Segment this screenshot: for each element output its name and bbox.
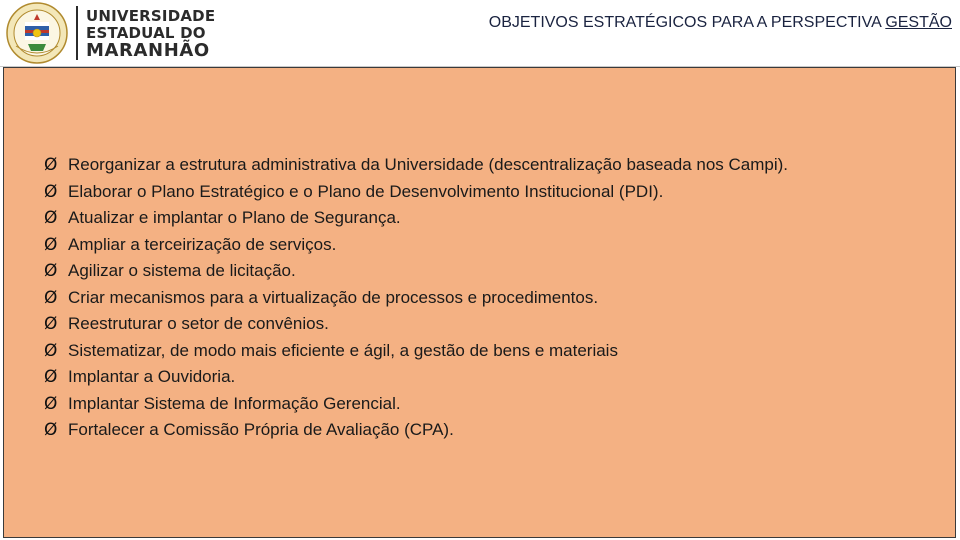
university-seal-icon xyxy=(6,2,68,64)
arrowhead-bullet-icon: Ø xyxy=(44,420,58,440)
objective-item xyxy=(44,232,788,259)
objective-text: Criar mecanismos para a virtualização de processos e procedimentos. xyxy=(68,287,599,307)
objective-item xyxy=(44,152,788,179)
arrowhead-bullet-icon: Ø xyxy=(44,393,58,414)
arrowhead-bullet-icon: Ø xyxy=(44,181,58,202)
objective-text: Atualizar e implantar o Plano de Segurança. xyxy=(68,208,401,227)
objective-item xyxy=(44,417,788,444)
objective-text: Fortalecer a Comissão Própria de Avaliação (CPA). xyxy=(68,420,454,439)
objective-text: Implantar a Ouvidoria. xyxy=(68,367,236,386)
arrowhead-bullet-icon: Ø xyxy=(44,287,58,308)
page-title xyxy=(489,14,952,32)
objective-text: Implantar Sistema de Informação Gerencial. xyxy=(68,393,401,413)
objective-item xyxy=(44,285,788,312)
slide-header xyxy=(0,0,960,66)
objective-item xyxy=(44,258,788,285)
university-name xyxy=(86,8,215,59)
objective-item xyxy=(44,179,788,206)
objective-text: Agilizar o sistema de licitação. xyxy=(68,261,296,280)
objective-text: Ampliar a terceirização de serviços. xyxy=(68,234,337,254)
page-title-emphasis: GESTÃO xyxy=(885,14,952,31)
arrowhead-bullet-icon: Ø xyxy=(44,155,58,175)
page-title-prefix: OBJETIVOS ESTRATÉGICOS PARA A PERSPECTIVA xyxy=(488,14,886,31)
objective-text: Reestruturar o setor de convênios. xyxy=(68,314,329,333)
arrowhead-bullet-icon: Ø xyxy=(44,340,58,361)
objective-item xyxy=(44,311,788,338)
university-name-line: ESTADUAL DO xyxy=(86,24,206,42)
logo-divider xyxy=(76,6,78,60)
objectives-list xyxy=(44,152,788,444)
university-name-line: MARANHÃO xyxy=(86,40,210,61)
objective-text: Sistematizar, de modo mais eficiente e ágil, a gestão de bens e materiais xyxy=(68,340,618,360)
objective-text: Reorganizar a estrutura administrativa da Universidade (descentralização baseada nos Campi). xyxy=(68,155,789,174)
arrowhead-bullet-icon: Ø xyxy=(44,208,58,228)
arrowhead-bullet-icon: Ø xyxy=(44,234,58,255)
objective-text: Elaborar o Plano Estratégico e o Plano de Desenvolvimento Institucional (PDI). xyxy=(68,181,664,201)
arrowhead-bullet-icon: Ø xyxy=(44,261,58,281)
objective-item xyxy=(44,364,788,391)
objective-item xyxy=(44,205,788,232)
objective-item xyxy=(44,338,788,365)
arrowhead-bullet-icon: Ø xyxy=(44,367,58,387)
university-name-line: UNIVERSIDADE xyxy=(86,7,216,25)
objective-item xyxy=(44,391,788,418)
arrowhead-bullet-icon: Ø xyxy=(44,314,58,334)
